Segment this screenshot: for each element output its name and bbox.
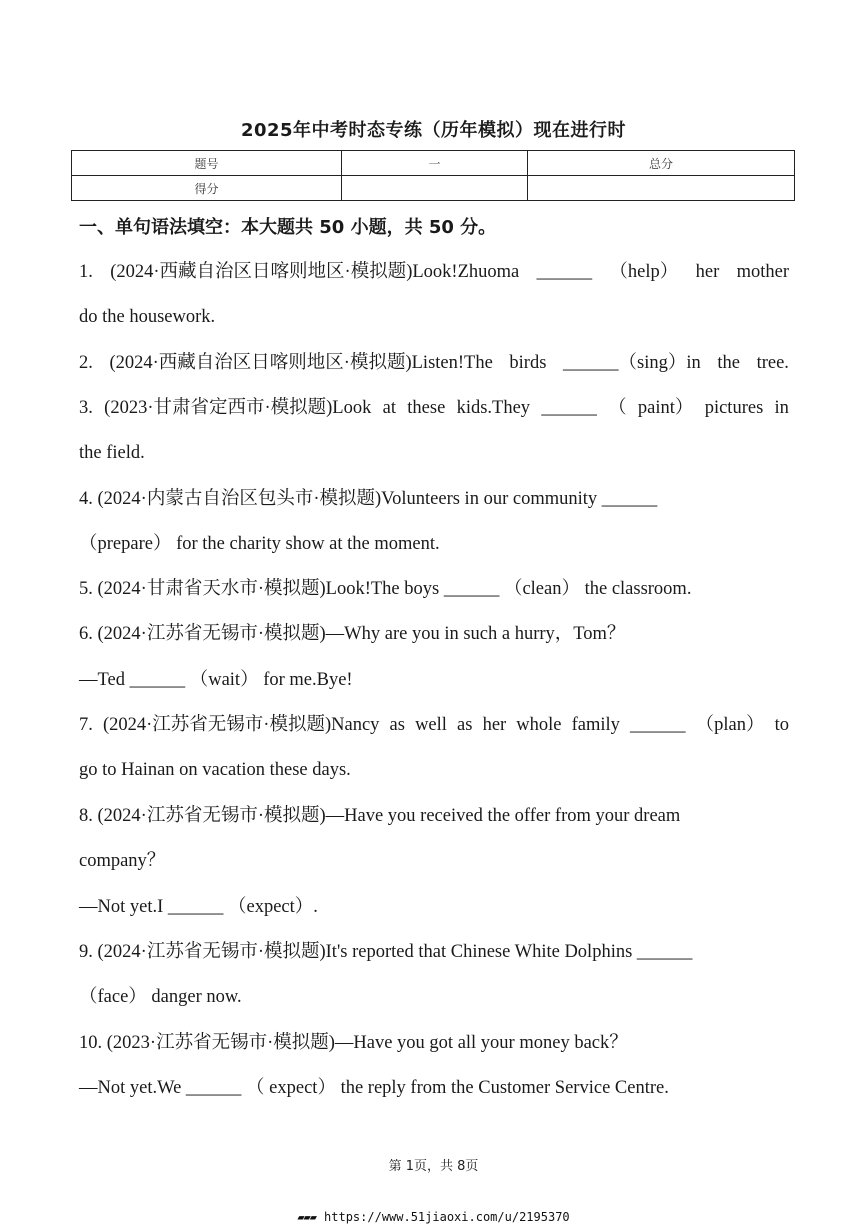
question-line: 8. (2024·江苏省无锡市·模拟题)—Have you received the offer from your dream bbox=[79, 806, 681, 826]
score-table-row-label: 得分 bbox=[72, 176, 342, 201]
question-line: 7. (2024·江苏省无锡市·模拟题)Nancy as well as her whole family ______ （plan） to bbox=[79, 715, 789, 735]
question-line: do the housework. bbox=[79, 307, 216, 327]
question-line: company？ bbox=[79, 851, 166, 871]
question-line: 9. (2024·江苏省无锡市·模拟题)It's reported that Chinese White Dolphins ______ bbox=[79, 942, 693, 962]
score-table-header-row bbox=[72, 151, 795, 176]
score-table-cell bbox=[342, 176, 528, 201]
document-title: 2025年中考时态专练（历年模拟）现在进行时 bbox=[240, 120, 627, 141]
question-line: 5. (2024·甘肃省天水市·模拟题)Look!The boys ______ （clean） the classroom. bbox=[79, 579, 692, 599]
watermark-url: https://www.51jiaoxi.com/u/2195370 bbox=[324, 1210, 570, 1224]
score-table-row bbox=[72, 176, 795, 201]
score-table bbox=[71, 150, 795, 201]
question-line: 1. (2024·西藏自治区日喀则地区·模拟题)Look!Zhuoma ______ （help） her mother bbox=[79, 262, 789, 282]
watermark bbox=[0, 1210, 867, 1224]
question-line: （face） danger now. bbox=[79, 987, 242, 1007]
question-line: —Not yet.I ______ （expect）. bbox=[79, 897, 318, 917]
question-line: —Not yet.We ______ （ expect） the reply from the Customer Service Centre. bbox=[79, 1078, 669, 1098]
score-table-header-cell: 题号 bbox=[72, 151, 342, 176]
question-line: the field. bbox=[79, 443, 145, 463]
question-line: go to Hainan on vacation these days. bbox=[79, 760, 351, 780]
question-line: 6. (2024·江苏省无锡市·模拟题)—Why are you in such a hurry，Tom？ bbox=[79, 624, 626, 644]
question-line: 4. (2024·内蒙古自治区包头市·模拟题)Volunteers in our community ______ bbox=[79, 489, 658, 509]
watermark-logo-icon: ▰▰▰ bbox=[297, 1210, 317, 1224]
score-table-header-cell: 总分 bbox=[528, 151, 795, 176]
section-title: 一、单句语法填空：本大题共 50 小题，共 50 分。 bbox=[79, 217, 497, 238]
page-footer: 第 1页，共 8页 bbox=[388, 1159, 479, 1174]
score-table-header-cell: 一 bbox=[342, 151, 528, 176]
question-line: 3. (2023·甘肃省定西市·模拟题)Look at these kids.They ______ （ paint） pictures in bbox=[79, 398, 789, 418]
question-line: 10. (2023·江苏省无锡市·模拟题)—Have you got all your money back？ bbox=[79, 1033, 628, 1053]
question-line: 2. (2024·西藏自治区日喀则地区·模拟题)Listen!The birds ______（sing）in the tree. bbox=[79, 353, 789, 373]
score-table-cell bbox=[528, 176, 795, 201]
question-line: —Ted ______ （wait） for me.Bye! bbox=[79, 670, 353, 690]
question-line: （prepare） for the charity show at the moment. bbox=[79, 534, 440, 554]
